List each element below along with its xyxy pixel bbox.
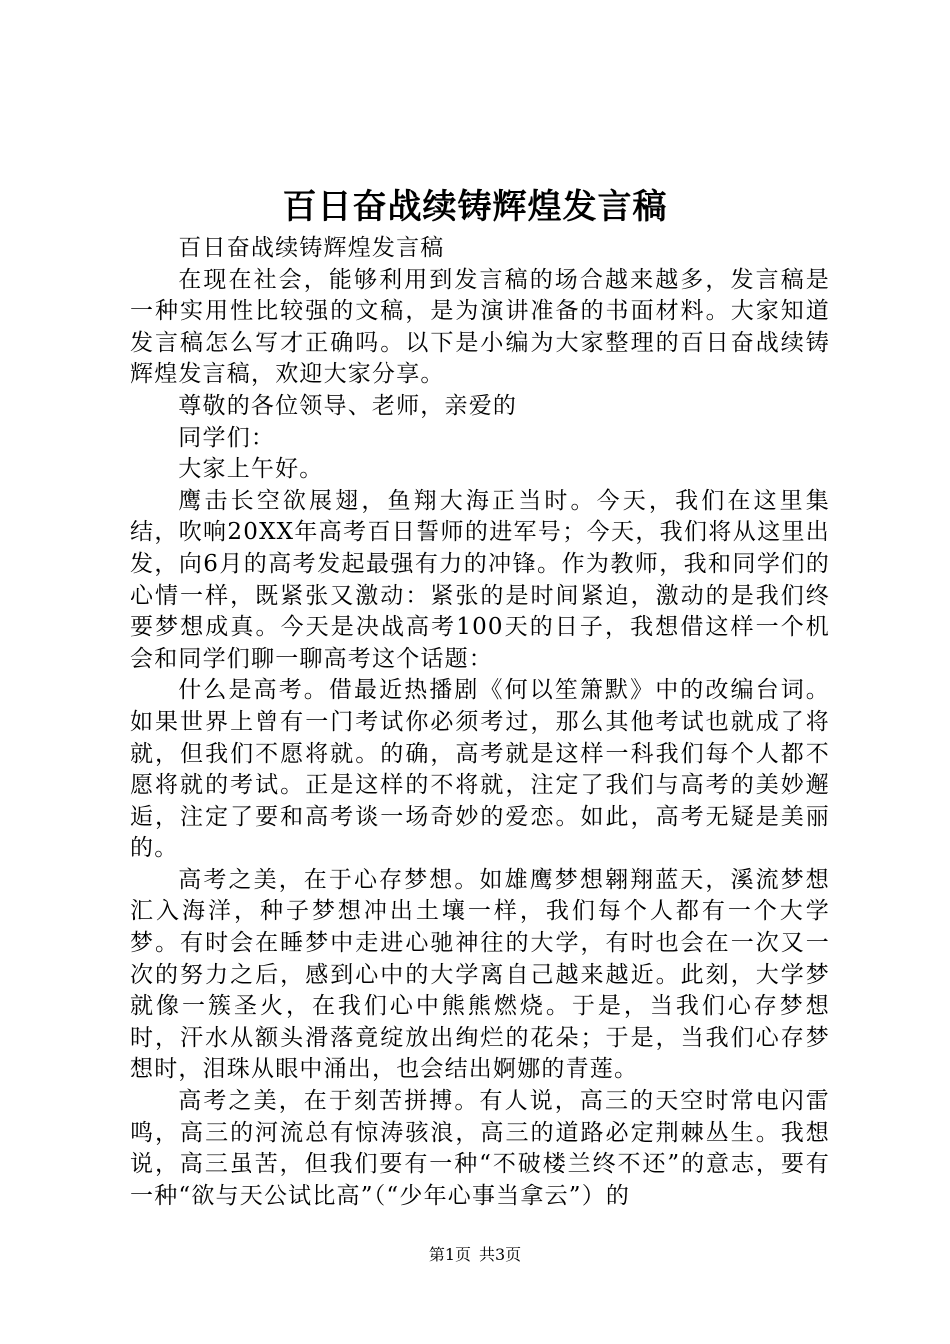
paragraph-intro: 在现在社会，能够利用到发言稿的场合越来越多，发言稿是一种实用性比较强的文稿，是为演讲准备的书面材料。大家知道发言稿怎么写才正确吗。以下是小编为大家整理的百日奋战续铸辉煌发言稿，欢迎大家分享。	[130, 266, 830, 388]
page-footer	[0, 1243, 950, 1267]
paragraph-body: 鹰击长空欲展翅，鱼翔大海正当时。今天，我们在这里集结，吹响20XX年高考百日誓师的进军号；今天，我们将从这里出发，向6月的高考发起最强有力的冲锋。作为教师，我和同学们的心情一样，既紧张又激动：紧张的是时间紧迫，激动的是我们终要梦想成真。今天是决战高考100天的日子，我想借这样一个机会和同学们聊一聊高考这个话题：	[130, 487, 830, 672]
document-title: 百日奋战续铸辉煌发言稿	[282, 187, 668, 227]
page-number: 第1页	[428, 1245, 471, 1264]
paragraph-subtitle: 百日奋战续铸辉煌发言稿	[178, 235, 445, 261]
document-body	[130, 233, 830, 1212]
paragraph-body: 什么是高考。借最近热播剧《何以笙箫默》中的改编台词。如果世界上曾有一门考试你必须考过，那么其他考试也就成了将就，但我们不愿将就。的确，高考就是这样一科我们每个人都不愿将就的考试。正是这样的不将就，注定了我们与高考的美妙邂逅，注定了要和高考谈一场奇妙的爱恋。如此，高考无疑是美丽的。	[130, 677, 830, 862]
paragraph-salutation-cont: 同学们：	[178, 424, 276, 451]
paragraph-salutation: 尊敬的各位领导、老师，亲爱的	[178, 392, 518, 419]
paragraph-body: 高考之美，在于心存梦想。如雄鹰梦想翱翔蓝天，溪流梦想汇入海洋，种子梦想冲出土壤一样，我们每个人都有一个大学梦。有时会在睡梦中走进心驰神往的大学，有时也会在一次又一次的努力之后，感到心中的大学离自己越来越近。此刻，大学梦就像一簇圣火，在我们心中熊熊燃烧。于是，当我们心存梦想时，汗水从额头滑落竟绽放出绚烂的花朵；于是，当我们心存梦想时，泪珠从眼中涌出，也会结出婀娜的青莲。	[130, 866, 830, 1083]
page-total: 共3页	[479, 1245, 522, 1264]
paragraph-body: 高考之美，在于刻苦拼搏。有人说，高三的天空时常电闪雷鸣，高三的河流总有惊涛骇浪，高三的道路必定荆棘丛生。我想说，高三虽苦，但我们要有一种“不破楼兰终不还”的意志，要有一种“欲与天公试比高”（“少年心事当拿云”）的	[130, 1088, 830, 1209]
paragraph-greeting: 大家上午好。	[178, 456, 324, 483]
